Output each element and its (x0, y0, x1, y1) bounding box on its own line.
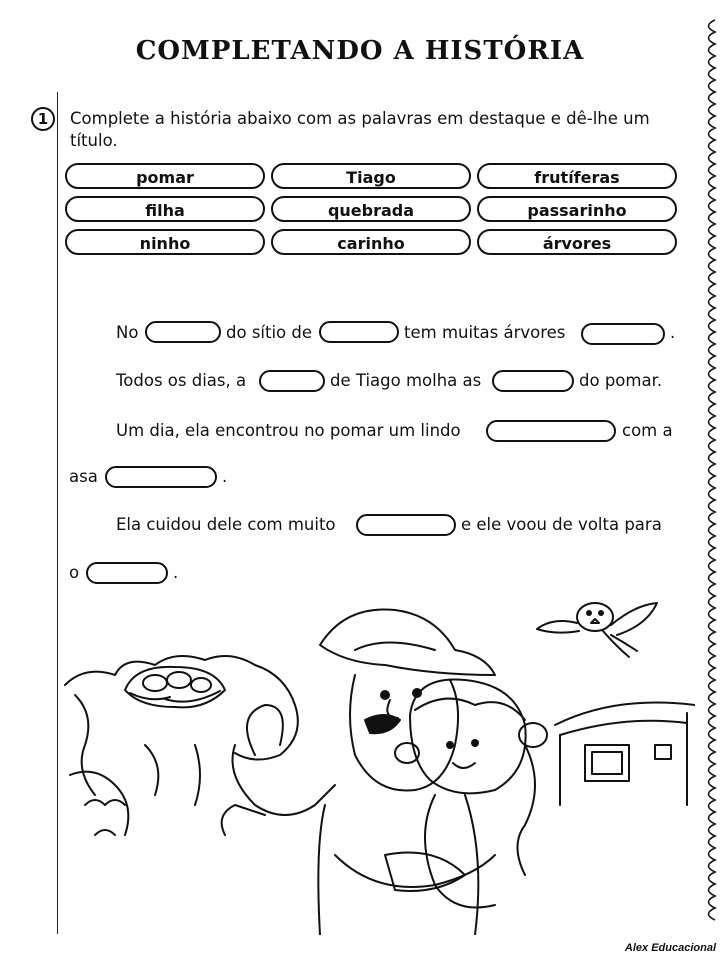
blank-field[interactable] (259, 370, 325, 392)
word-pill: pomar (65, 163, 265, 189)
story-text: No (116, 323, 139, 342)
word-pill: frutíferas (477, 163, 677, 189)
story-text: de Tiago molha as (330, 371, 482, 390)
story-text: Todos os dias, a (116, 371, 247, 390)
farmer-icon (222, 609, 495, 935)
story-text: . (670, 323, 676, 342)
story-text: Ela cuidou dele com muito (116, 515, 336, 534)
word-pill: filha (65, 196, 265, 222)
story-text: do sítio de (226, 323, 313, 342)
word-pill: ninho (65, 229, 265, 255)
question-number: 1 (31, 107, 55, 131)
story-text: asa (69, 467, 98, 486)
nest-icon (125, 667, 225, 708)
blank-field[interactable] (145, 321, 221, 343)
story-text: e ele voou de volta para (461, 515, 662, 534)
word-pill: árvores (477, 229, 677, 255)
credit-text: Alex Educacional (624, 942, 716, 954)
word-pill: passarinho (477, 196, 677, 222)
blank-field[interactable] (105, 466, 217, 488)
instruction-text: Complete a história abaixo com as palavras em destaque e dê-lhe um título. (70, 109, 650, 150)
story-text: . (222, 467, 228, 486)
story-text: tem muitas árvores (404, 323, 566, 342)
bird-icon (537, 603, 657, 657)
story-illustration (55, 595, 695, 935)
blank-field[interactable] (86, 562, 168, 584)
blank-field[interactable] (492, 370, 574, 392)
story-text: o (69, 563, 80, 582)
girl-icon (385, 679, 547, 907)
house-icon (555, 703, 695, 806)
blank-field[interactable] (581, 323, 665, 345)
blank-field[interactable] (319, 321, 399, 343)
word-pill: Tiago (271, 163, 471, 189)
story-text: do pomar. (579, 371, 663, 390)
story-text: com a (622, 421, 673, 440)
word-pill: carinho (271, 229, 471, 255)
blank-field[interactable] (486, 420, 616, 442)
word-pill: quebrada (271, 196, 471, 222)
tree-icon (65, 656, 298, 835)
story-text: Um dia, ela encontrou no pomar um lindo (116, 421, 461, 440)
page-title: COMPLETANDO A HISTÓRIA (135, 36, 585, 66)
story-text: . (173, 563, 179, 582)
blank-field[interactable] (356, 514, 456, 536)
